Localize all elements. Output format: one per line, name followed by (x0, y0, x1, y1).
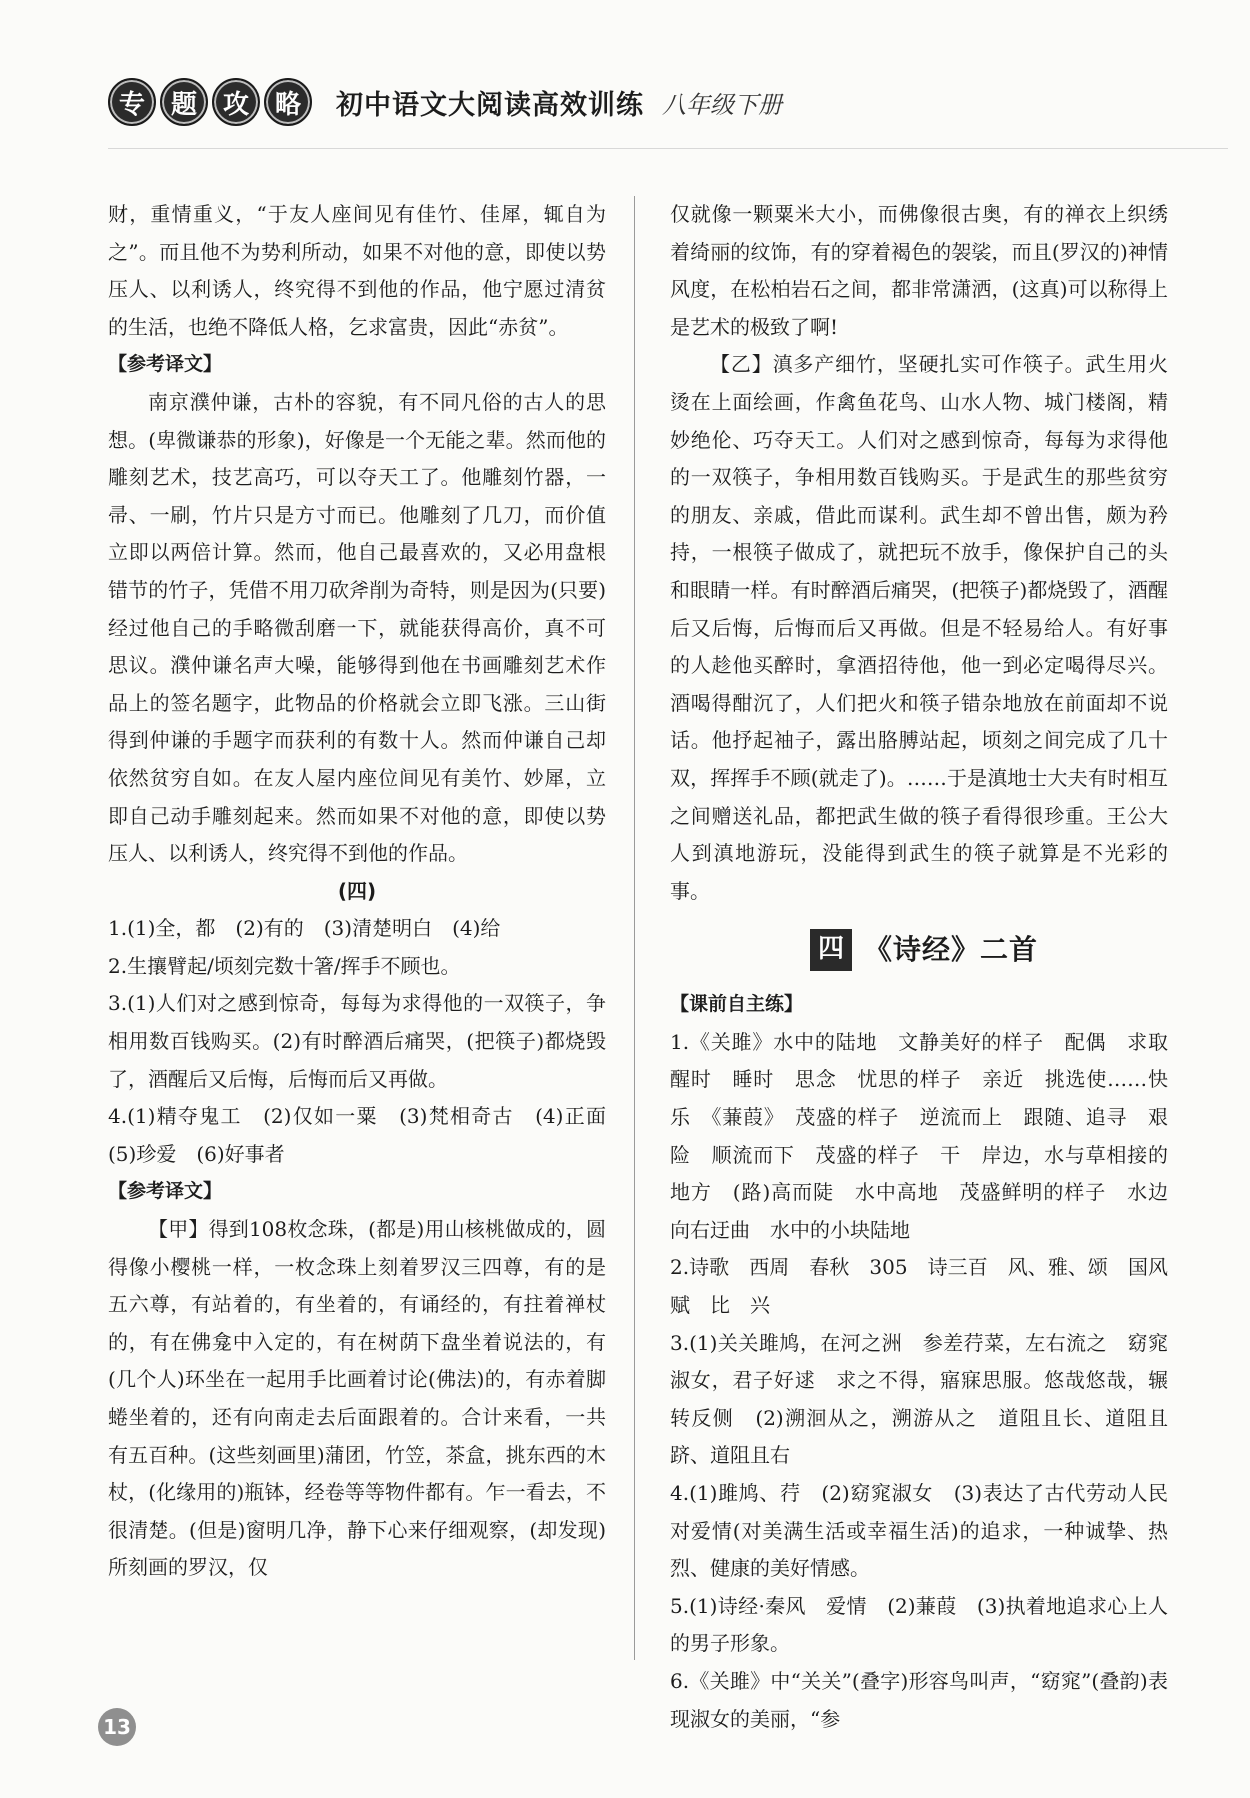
answer-1: 1.(1)全，都 (2)有的 (3)清楚明白 (4)给 (108, 916, 501, 941)
subsection-heading: (四) (337, 878, 377, 903)
answer-4: 4.(1)精夺鬼工 (2)仅如一粟 (3)梵相奇古 (4)正面 (5)珍爱 (6)好事者 (108, 1104, 626, 1166)
translation-paragraph-yi: 【乙】滇多产细竹，坚硬扎实可作筷子。武生用火烫在上面绘画，作禽鱼花鸟、山水人物、城门楼阁，精妙绝伦、巧夺天工。人们对之感到惊奇，每每为求得他的一双筷子，争相用数百钱购买。于是武生的那些贫穷的朋友、亲戚，借此而谋利。武生却不曾出售，颇为矜持，一根筷子做成了，就把玩不放手，像保护自己的头和眼睛一样。有时醉酒后痛哭，(把筷子)都烧毁了，酒醒后又后悔，后悔而后又再做。但是不轻易给人。有好事的人趁他买醉时，拿酒招待他，他一到必定喝得尽兴。酒喝得酣沉了，人们把火和筷子错杂地放在前面却不说话。他抒起袖子，露出胳膊站起，顷刻之间完成了几十双，挥挥手不顾(就走了)。……于是滇地士大夫有时相互之间赠送礼品，都把武生做的筷子看得很珍重。王公大人到滇地游玩，没能得到武生的筷子就算是不光彩的事。 (670, 352, 1168, 903)
series-badge-2: 题 (160, 78, 208, 126)
answer-2: 2.诗歌 西周 春秋 305 诗三百 风、雅、颂 国风 赋 比 兴 (670, 1255, 1188, 1318)
chapter-heading (810, 924, 1168, 976)
series-badge-3: 攻 (212, 78, 260, 126)
answer-6: 6.《关雎》中“关关”(叠字)形容鸟叫声，“窈窕”(叠韵)表现淑女的美丽，“参 (670, 1668, 1168, 1731)
book-title: 初中语文大阅读高效训练 (336, 89, 644, 121)
answer-3: 3.(1)关关雎鸠，在河之洲 参差荇菜，左右流之 窈窕淑女，君子好逑 求之不得，寤寐思服。悠哉悠哉，辗转反侧 (2)溯洄从之，溯游从之 道阻且长、道阻且跻、道阻且右 (670, 1330, 1168, 1468)
section-heading-practice: 【课前自主练】 (670, 993, 804, 1016)
section-heading-translation: 【参考译文】 (108, 353, 223, 376)
answer-4: 4.(1)雎鸠、荇 (2)窈窕淑女 (3)表达了古代劳动人民对爱情(对美满生活或幸福生活)的追求，一种诚挚、热烈、健康的美好情感。 (670, 1481, 1168, 1581)
answer-1: 1.《关雎》水中的陆地 文静美好的样子 配偶 求取 醒时 睡时 思念 忧思的样子 亲近 挑选使……快乐 《蒹葭》 茂盛的样子 逆流而上 跟随、追寻 艰险 顺流而下 茂盛的样子 干 岸边，水与草相接的地方 (路)高而陡 水中高地 茂盛鲜明的样子 水边 向右迂曲 水中的小块陆地 (670, 1029, 1188, 1242)
translation-paragraph-jia: 【甲】得到108枚念珠，(都是)用山核桃做成的，圆得像小樱桃一样，一枚念珠上刻着罗汉三四尊，有的是五六尊，有站着的，有坐着的，有诵经的，有拄着禅杖的，有在佛龛中入定的，有在树荫下盘坐着说法的，有(几个人)环坐在一起用手比画着讨论(佛法)的，有赤着脚蜷坐着的，还有向南走去后面跟着的。合计来看，一共有五百种。(这些刻画里)蒲团，竹笠，茶盒，挑东西的木杖，(化缘用的)瓶钵，经卷等等物件都有。乍一看去，不很清楚。(但是)窗明几净，静下心来仔细观察，(却发现)所刻画的罗汉，仅 (108, 1217, 606, 1580)
chapter-title: 《诗经》二首 (864, 933, 1039, 967)
answer-2: 2.生攘臂起/顷刻完数十箸/挥手不顾也。 (108, 953, 461, 978)
right-column (670, 196, 1188, 1738)
series-badge-1: 专 (108, 78, 156, 126)
section-heading-translation-2: 【参考译文】 (108, 1180, 223, 1203)
page-number: 13 (98, 1708, 136, 1746)
translation-paragraph: 南京濮仲谦，古朴的容貌，有不同凡俗的古人的思想。(卑微谦恭的形象)，好像是一个无能之辈。然而他的雕刻艺术，技艺高巧，可以夺天工了。他雕刻竹器，一帚、一刷，竹片只是方寸而已。他雕刻了几刀，而价值立即以两倍计算。然而，他自己最喜欢的，又必用盘根错节的竹子，凭借不用刀砍斧削为奇特，则是因为(只要)经过他自己的手略微刮磨一下，就能获得高价，真不可思议。濮仲谦名声大噪，能够得到他在书画雕刻艺术作品上的签名题字，此物品的价格就会立即飞涨。三山街得到仲谦的手题字而获利的有数十人。然而仲谦自己却依然贫穷自如。在友人屋内座位间见有美竹、妙犀，立即自己动手雕刻起来。然而如果不对他的意，即使以势压人、以利诱人，终究得不到他的作品。 (108, 389, 606, 866)
series-badges (108, 78, 316, 126)
header-rule (108, 148, 1228, 149)
column-divider (634, 196, 635, 1660)
paragraph-continued: 财，重情重义，“于友人座间见有佳竹、佳犀，辄自为之”。而且他不为势利所动，如果不对他的意，即使以势压人、以利诱人，终究得不到他的作品，他宁愿过清贫的生活，也绝不降低人格，乞求富贵，因此“赤贫”。 (108, 202, 606, 339)
page-header (108, 70, 782, 134)
left-column (108, 196, 626, 1587)
chapter-number: 四 (810, 929, 852, 971)
grade-label: 八年级下册 (662, 90, 782, 119)
series-badge-4: 略 (264, 78, 312, 126)
answer-5: 5.(1)诗经·秦风 爱情 (2)蒹葭 (3)执着地追求心上人的男子形象。 (670, 1593, 1168, 1656)
answer-3: 3.(1)人们对之感到惊奇，每每为求得他的一双筷子，争相用数百钱购买。(2)有时醉酒后痛哭，(把筷子)都烧毁了，酒醒后又后悔，后悔而后又再做。 (108, 991, 606, 1091)
paragraph-continued: 仅就像一颗粟米大小，而佛像很古奥，有的禅衣上织绣着绮丽的纹饰，有的穿着褐色的袈裟，而且(罗汉的)神情风度，在松柏岩石之间，都非常潇洒，(这真)可以称得上是艺术的极致了啊! (670, 202, 1168, 339)
